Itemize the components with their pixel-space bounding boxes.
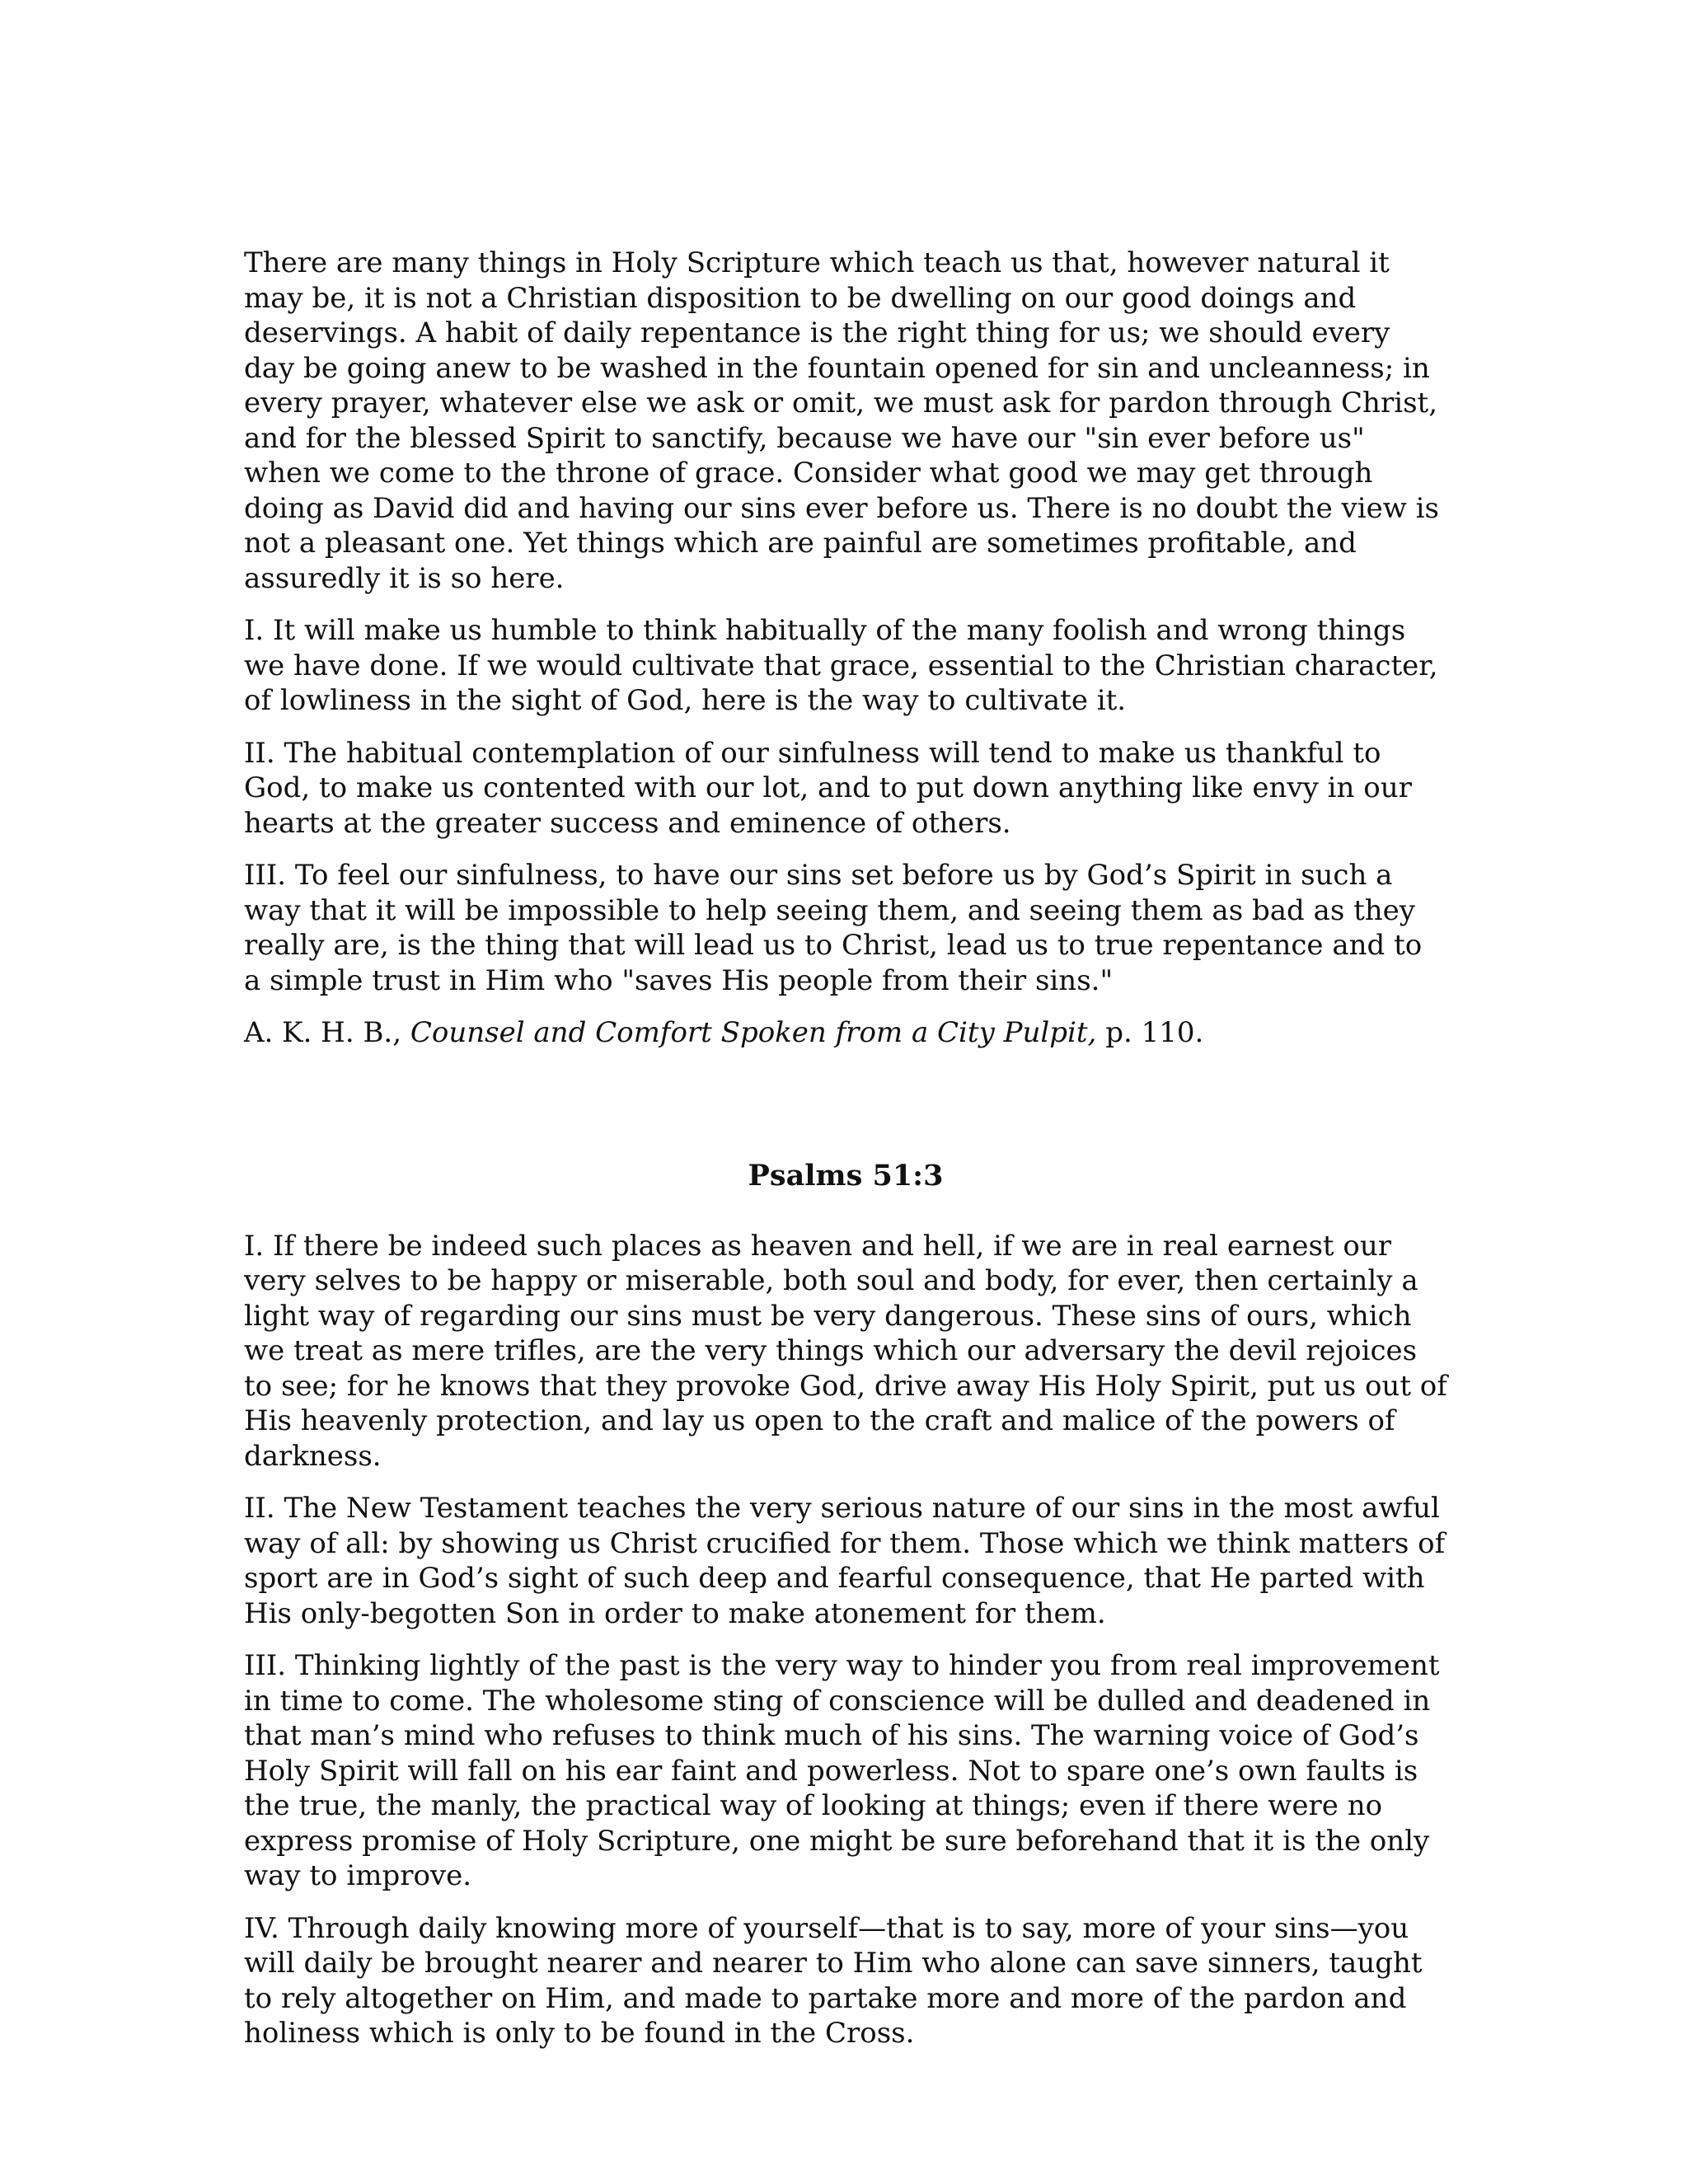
citation	[244, 1015, 1447, 1051]
section-heading: Psalms 51:3	[748, 1158, 944, 1193]
paragraph-intro: There are many things in Holy Scripture which teach us that, however natural it may be, it is not a Christian disposition to be dwelling on our good doings and deservings. A habit of daily repentance is the right thing for us; we should every day be going anew to be washed in the fountain opened for sin and uncleanness; in every prayer, whatever else we ask or omit, we must ask for pardon through Christ, and for the blessed Spirit to sanctify, because we have our "sin ever before us" when we come to the throne of grace. Consider what good we may get through doing as David did and having our sins ever before us. There is no doubt the view is not a pleasant one. Yet things which are painful are sometimes profitable, and assuredly it is so here.	[244, 246, 1439, 595]
paragraph-point-3: III. To feel our sinfulness, to have our sins set before us by God’s Spirit in such a way that it will be impossible to help seeing them, and seeing them as bad as they really are, is the thing that will lead us to Christ, lead us to true repentance and to a simple trust in Him who "saves His people from their sins."	[244, 859, 1423, 997]
citation-work: Counsel and Comfort Spoken from a City Pulpit,	[410, 1016, 1097, 1049]
paragraph-section2-point-1: I. If there be indeed such places as heaven and hell, if we are in real earnest our very selves to be happy or miserable, both soul and body, for ever, then certainly a light way of regarding our sins must be very dangerous. These sins of ours, which we treat as mere trifles, are the very things which our adversary the devil rejoices to see; for he knows that they provoke God, drive away His Holy Spirit, put us out of His heavenly protection, and lay us open to the craft and malice of the powers of darkness.	[244, 1229, 1447, 1473]
citation-author: A. K. H. B.,	[244, 1016, 402, 1049]
citation-page: p. 110.	[1105, 1016, 1204, 1049]
paragraph-point-1: I. It will make us humble to think habitually of the many foolish and wrong things we have done. If we would cultivate that grace, essential to the Christian character, of lowliness in the sight of God, here is the way to cultivate it.	[244, 614, 1438, 717]
paragraph-point-2: II. The habitual contemplation of our sinfulness will tend to make us thankful to God, to make us contented with our lot, and to put down anything like envy in our hearts at the greater success and eminence of others.	[244, 736, 1412, 840]
paragraph-section2-point-4: IV. Through daily knowing more of yourself—that is to say, more of your sins—you will daily be brought nearer and nearer to Him who alone can save sinners, taught to rely altogether on Him, and made to partake more and more of the pardon and holiness which is only to be found in the Cross.	[244, 1911, 1423, 2050]
paragraph-section2-point-3: III. Thinking lightly of the past is the very way to hinder you from real improvement in time to come. The wholesome sting of conscience will be dulled and deadened in that man’s mind who refuses to think much of his sins. The warning voice of God’s Holy Spirit will fall on his ear faint and powerless. Not to spare one’s own faults is the true, the manly, the practical way of looking at things; even if there were no express promise of Holy Scripture, one might be sure beforehand that it is the only way to improve.	[244, 1649, 1440, 1892]
paragraph-section2-point-2: II. The New Testament teaches the very serious nature of our sins in the most awful way of all: by showing us Christ crucified for them. Those which we think matters of sport are in God’s sight of such deep and fearful consequence, that He parted with His only-begotten Son in order to make atonement for them.	[244, 1492, 1446, 1630]
document-page	[244, 246, 1447, 2069]
